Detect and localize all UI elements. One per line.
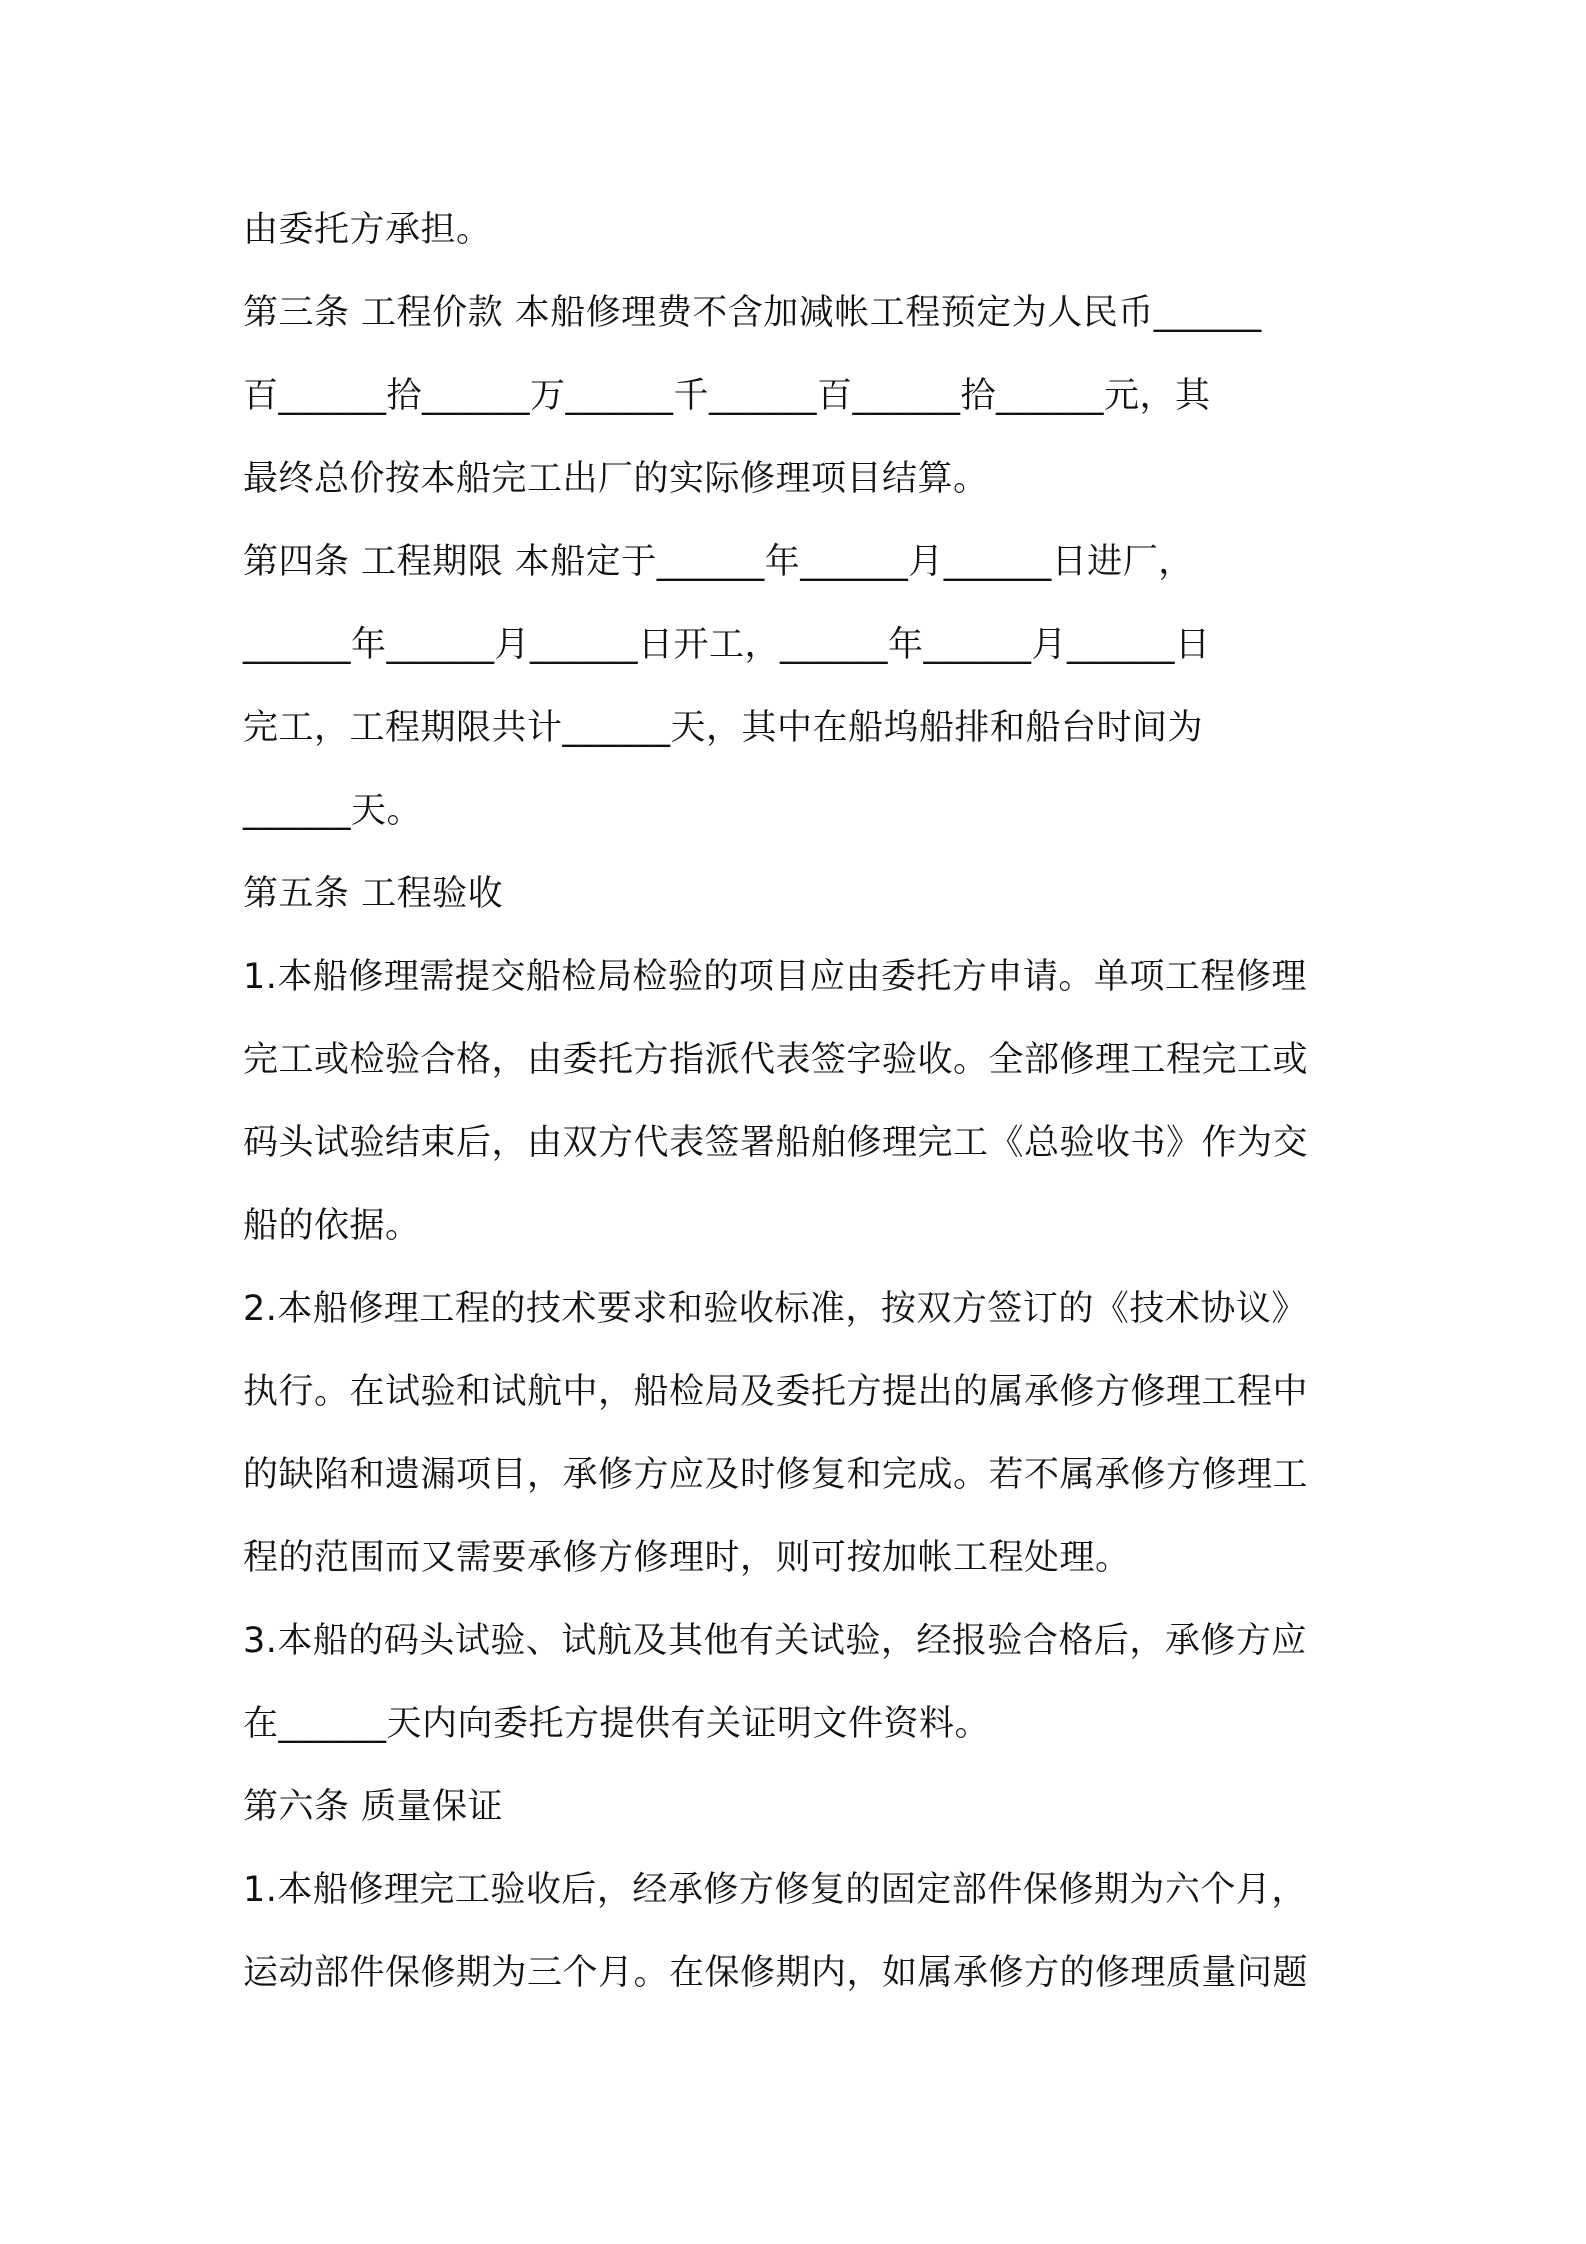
text-line: 2.本船修理工程的技术要求和验收标准，按双方签订的《技术协议》 <box>243 1289 1307 1329</box>
text-line: 1.本船修理需提交船检局检验的项目应由委托方申请。单项工程修理 <box>243 957 1307 997</box>
text-line: 的缺陷和遗漏项目，承修方应及时修复和完成。若不属承修方修理工 <box>243 1455 1309 1495</box>
text-line: 1.本船修理完工验收后，经承修方修复的固定部件保修期为六个月， <box>243 1870 1307 1910</box>
text-line: 第三条 工程价款 本船修理费不含加减帐工程预定为人民币______ <box>243 293 1262 333</box>
text-line: 第四条 工程期限 本船定于______年______月______日进厂， <box>243 542 1194 582</box>
text-line: 完工，工程期限共计______天，其中在船坞船排和船台时间为 <box>243 708 1204 748</box>
text-line: ______年______月______日开工，______年______月______日 <box>243 625 1211 665</box>
section-heading: 第六条 质量保证 <box>243 1787 504 1827</box>
text-line: 程的范围而又需要承修方修理时，则可按加帐工程处理。 <box>243 1538 1131 1578</box>
text-line: 船的依据。 <box>243 1206 421 1246</box>
section-heading: 第五条 工程验收 <box>243 874 504 914</box>
text-line: 运动部件保修期为三个月。在保修期内，如属承修方的修理质量问题 <box>243 1953 1309 1993</box>
document-body <box>243 200 1353 2026</box>
text-line: 百______拾______万______千______百______拾______元，其 <box>243 376 1211 416</box>
text-line: 最终总价按本船完工出厂的实际修理项目结算。 <box>243 459 989 499</box>
text-line: 3.本船的码头试验、试航及其他有关试验，经报验合格后，承修方应 <box>243 1621 1307 1661</box>
text-line: 执行。在试验和试航中，船检局及委托方提出的属承修方修理工程中 <box>243 1372 1309 1412</box>
text-line: ______天。 <box>243 791 423 831</box>
text-line: 完工或检验合格，由委托方指派代表签字验收。全部修理工程完工或 <box>243 1040 1309 1080</box>
text-line: 码头试验结束后，由双方代表签署船舶修理完工《总验收书》作为交 <box>243 1123 1309 1163</box>
text-line: 由委托方承担。 <box>243 210 492 250</box>
text-line: 在______天内向委托方提供有关证明文件资料。 <box>243 1704 991 1744</box>
